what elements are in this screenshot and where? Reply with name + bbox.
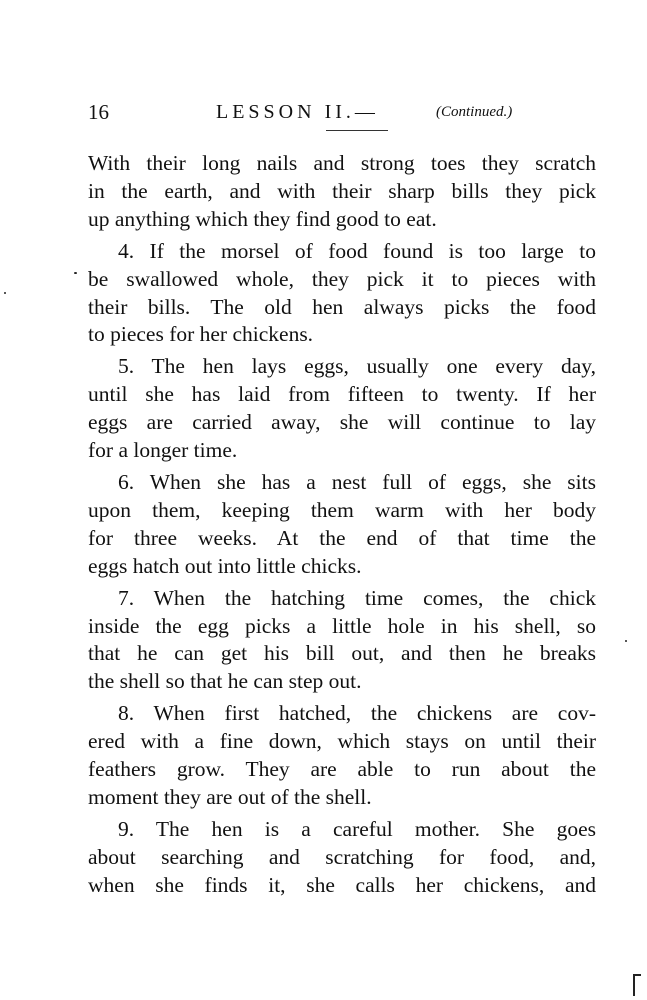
- header-rule: [326, 130, 388, 131]
- paragraph-5: [88, 353, 596, 465]
- text-line: moment they are out of the shell.: [88, 784, 372, 809]
- text-line: up anything which they find good to eat.: [88, 206, 437, 231]
- text-line: about searching and scratching for food, and,: [88, 844, 596, 869]
- paragraph-8: [88, 700, 596, 812]
- paragraph-9: [88, 816, 596, 900]
- text-line: for three weeks. At the end of that time the: [88, 525, 596, 550]
- running-head-title: LESSON II.—: [216, 101, 379, 123]
- paragraph-7: [88, 585, 596, 697]
- text-line: With their long nails and strong toes they scratch: [88, 151, 596, 175]
- running-head-subtitle: (Continued.): [436, 104, 513, 120]
- text-line: 6. When she has a nest full of eggs, she sits: [118, 469, 596, 494]
- page-header: [88, 100, 598, 130]
- text-line: until she has laid from fifteen to twenty. If her: [88, 382, 596, 407]
- text-line: that he can get his bill out, and then he breaks: [88, 641, 596, 666]
- print-speck: [625, 640, 627, 642]
- text-line: 8. When first hatched, the chickens are cov-: [118, 701, 596, 726]
- paragraph-6: [88, 469, 596, 581]
- text-line: eggs hatch out into little chicks.: [88, 553, 362, 578]
- text-line: in the earth, and with their sharp bills they pick: [88, 178, 596, 203]
- page-corner-mark: [633, 974, 641, 996]
- text-line: their bills. The old hen always picks the food: [88, 294, 596, 319]
- print-speck: [4, 292, 6, 294]
- print-speck: [74, 272, 77, 274]
- page-number: 16: [88, 100, 109, 124]
- text-line: feathers grow. They are able to run about the: [88, 757, 596, 782]
- text-line: eggs are carried away, she will continue to lay: [88, 410, 596, 435]
- paragraph-continued: [88, 150, 596, 234]
- body-text: [88, 150, 596, 900]
- text-line: for a longer time.: [88, 438, 238, 463]
- text-line: 4. If the morsel of food found is too large to: [118, 238, 596, 263]
- text-line: when she finds it, she calls her chickens, and: [88, 872, 596, 897]
- paragraph-4: [88, 238, 596, 350]
- text-line: 5. The hen lays eggs, usually one every day,: [118, 354, 596, 379]
- text-line: be swallowed whole, they pick it to pieces with: [88, 266, 596, 291]
- text-line: 7. When the hatching time comes, the chick: [118, 585, 596, 610]
- text-line: upon them, keeping them warm with her body: [88, 497, 596, 522]
- text-line: ered with a fine down, which stays on until their: [88, 729, 596, 754]
- text-line: to pieces for her chickens.: [88, 322, 314, 347]
- text-line: inside the egg picks a little hole in his shell, so: [88, 613, 596, 638]
- text-line: 9. The hen is a careful mother. She goes: [118, 816, 596, 841]
- text-line: the shell so that he can step out.: [88, 669, 362, 694]
